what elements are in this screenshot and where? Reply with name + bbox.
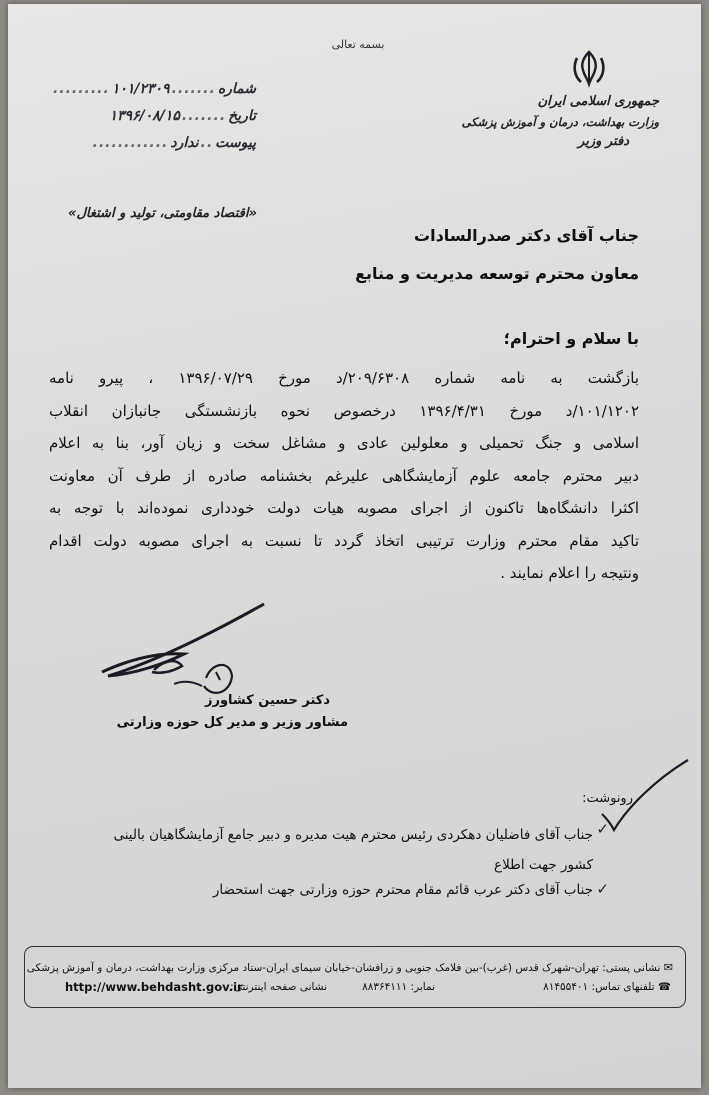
footer-address-text: نشانی پستی: تهران-شهرک قدس (غرب)-بین فلامک جنوبی و زرافشان-خیابان سیمای ایران-ستاد مرکزی وزارت بهداشت، درمان و آموزش پزشکی [26, 962, 661, 974]
check-icon: ✓ [596, 880, 609, 898]
letter-number-row [52, 76, 256, 103]
dots: ............ [92, 135, 169, 151]
ministry-line-office: دفتر وزیر [578, 134, 629, 149]
footer-phone [543, 981, 671, 993]
body-line: تاکید مقام محترم وزارت ترتیبی اتخاذ گردد تا نسبت به اجرای مصوبه دولت اقدام [49, 531, 639, 550]
footer-website-link[interactable]: http://www.behdasht.gov.ir [65, 980, 243, 994]
ministry-line-country: جمهوری اسلامی ایران [537, 94, 659, 109]
footer-fax [362, 981, 435, 993]
letter-footer [24, 946, 686, 1008]
signer-name: دکتر حسین کشاورز [205, 693, 330, 708]
cc-item: جناب آقای دکتر عرب قائم مقام محترم حوزه وزارتی جهت استحضار [212, 882, 593, 898]
dots: ....... [171, 81, 216, 97]
footer-phone-label: تلفنهای تماس: [591, 981, 655, 993]
addressee-title: معاون محترم توسعه مدیریت و منابع [355, 264, 639, 283]
envelope-icon: ✉ [663, 961, 673, 974]
phone-icon: ☎ [657, 981, 671, 993]
cc-label: رونوشت: [582, 791, 633, 806]
dots: .. [200, 135, 214, 151]
cc-item-line: جناب آقای فاضلیان دهکردی رئیس محترم هیت مدیره و دبیر جامع آزمایشگاهیان بالینی [113, 827, 593, 843]
footer-address [27, 961, 673, 974]
footer-fax-value: ۸۸۳۶۴۱۱۱ [362, 981, 408, 993]
body-line: ۱۰۱/۱۲۰۲/د مورخ ۱۳۹۶/۴/۳۱ درخصوص نحوه بازنشستگی جانبازان انقلاب [49, 401, 639, 420]
check-icon: ✓ [596, 820, 609, 838]
bismillah-heading: بسمه تعالی [331, 38, 385, 51]
dots: ....... [181, 108, 227, 124]
iran-emblem-icon [569, 48, 609, 88]
letter-meta [52, 76, 256, 157]
letter-body [49, 362, 639, 590]
footer-website-label: نشانی صفحه اینترنتی: [230, 981, 327, 993]
body-line: بازگشت به نامه شماره ۲۰۹/۶۳۰۸/د مورخ ۱۳۹۶/۰۷/۲۹ ، پیرو نامه [49, 369, 639, 387]
letter-attachment-label: پیوست [215, 135, 256, 151]
letter-number-value: ۱۰۱/۲۳۰۹ [111, 81, 170, 97]
letter-date-label: تاریخ [228, 108, 256, 124]
body-line: دبیر محترم جامعه علوم آزمایشگاهی علیرغم بخشنامه صادره از طرف آن معاونت [49, 466, 639, 485]
signer-title: مشاور وزیر و مدیر کل حوزه وزارتی [116, 715, 348, 730]
letter-date-row [66, 103, 256, 130]
letter-paper [8, 4, 701, 1088]
letter-number-label: شماره [217, 81, 256, 97]
body-line: اسلامی و جنگ تحمیلی و معلولین عادی و مشاغل سخت و زیان آور، بنا به اعلام [49, 434, 639, 452]
footer-phone-value: ۸۱۴۵۵۴۰۱ [543, 981, 589, 993]
letter-date-value: ۱۳۹۶/۰۸/۱۵ [109, 108, 180, 124]
greeting: با سلام و احترام؛ [503, 329, 639, 348]
body-line: ونتیجه را اعلام نمایند . [500, 564, 639, 582]
addressee-name: جناب آقای دکتر صدرالسادات [414, 226, 639, 245]
body-line: اکثرا دانشگاه‌ها تاکنون از اجرای مصوبه هیات دولت خودداری نموده‌اند با توجه به [49, 499, 639, 517]
ministry-line-name: وزارت بهداشت، درمان و آموزش پزشکی [461, 115, 659, 129]
letter-attachment-row [66, 130, 256, 157]
ministry-header [461, 92, 659, 152]
dots: ......... [52, 81, 110, 97]
cc-item-line: کشور جهت اطلاع [494, 857, 593, 873]
footer-fax-label: نمابر: [410, 981, 435, 993]
slogan: «اقتصاد مقاومتی، تولید و اشتغال» [68, 206, 257, 221]
signer-block [116, 690, 348, 734]
cc-item [53, 820, 593, 880]
letter-attachment-value: ندارد [170, 135, 199, 151]
